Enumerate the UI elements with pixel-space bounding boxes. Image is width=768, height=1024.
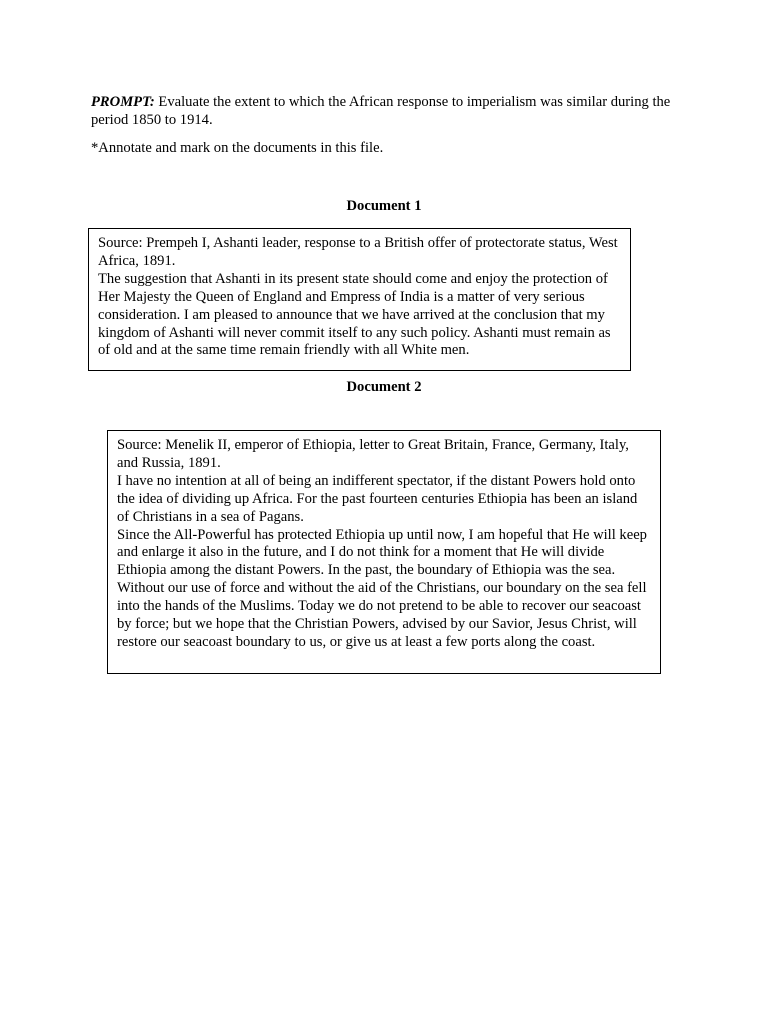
document-1-paragraph-1: The suggestion that Ashanti in its present state should come and enjoy the protection of Her Majesty the Queen of England and Empress of India is a matter of very serious consideration. I am pleased to announce that we have arrived at the conclusion that my kingdom of Ashanti will never commit itself to any such policy. Ashanti must remain as of old and at the same time remain friendly with all White men.	[98, 270, 611, 359]
prompt-label: PROMPT:	[91, 94, 155, 110]
annotation-instruction: *Annotate and mark on the documents in this file.	[91, 140, 384, 156]
document-2-heading: Document 2	[346, 379, 422, 395]
prompt-text: Evaluate the extent to which the African response to imperialism was similar during the period 1850 to 1914.	[91, 94, 671, 128]
document-2-source: Source: Menelik II, emperor of Ethiopia, letter to Great Britain, France, Germany, Italy, and Russia, 1891.	[117, 437, 629, 471]
document-2-paragraph-2: Since the All-Powerful has protected Ethiopia up until now, I am hopeful that He will keep and enlarge it also in the future, and I do not think for a moment that He will divide Ethiopia among the distant Powers. In the past, the boundary of Ethiopia was the sea. Without our use of force and without the aid of the Christians, our boundary on the sea fell into the hands of the Muslims. Today we do not pretend to be able to recover our seacoast by force; but we hope that the Christian Powers, advised by our Savior, Jesus Christ, will restore our seacoast boundary to us, or give us at least a few ports along the coast.	[117, 526, 647, 650]
document-1-box	[88, 228, 631, 371]
document-2-paragraph-1: I have no intention at all of being an indifferent spectator, if the distant Powers hold onto the idea of dividing up Africa. For the past fourteen centuries Ethiopia has been an island of Christians in a sea of Pagans.	[117, 472, 638, 525]
document-1-source: Source: Prempeh I, Ashanti leader, response to a British offer of protectorate status, West Africa, 1891.	[98, 235, 618, 269]
essay-prompt	[91, 94, 691, 130]
document-2-box	[107, 430, 661, 674]
document-1-heading: Document 1	[346, 198, 422, 214]
